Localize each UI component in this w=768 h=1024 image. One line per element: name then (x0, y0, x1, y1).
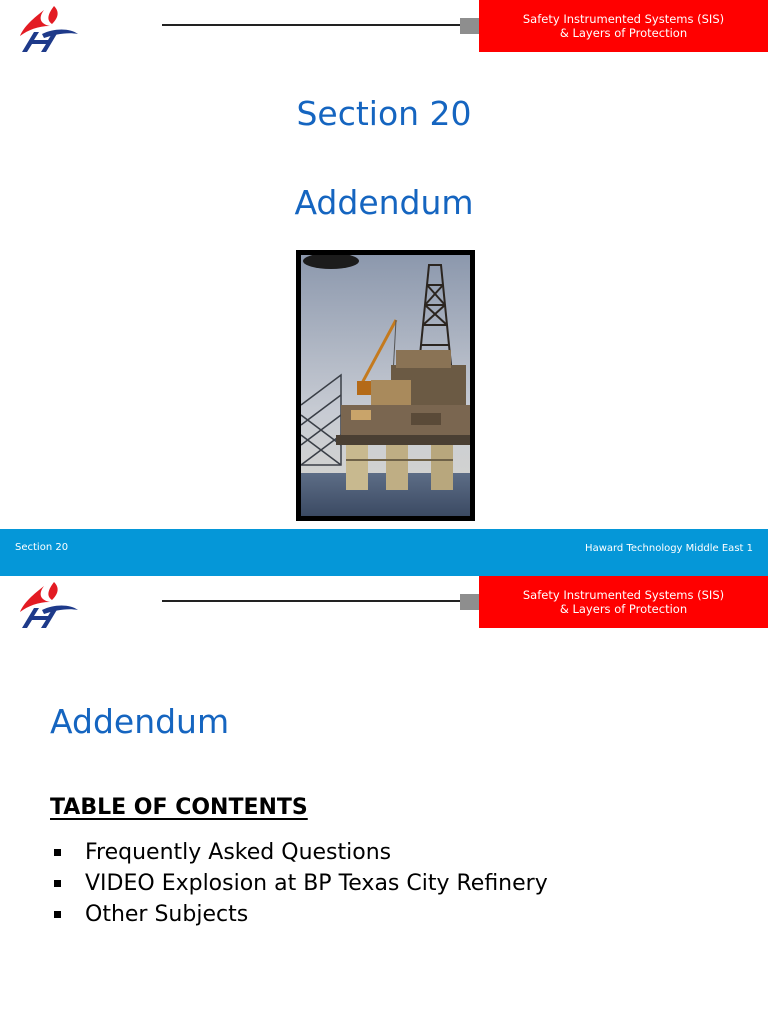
header-title-line-2: & Layers of Protection (559, 26, 688, 40)
toc-heading: TABLE OF CONTENTS (50, 795, 308, 820)
header-square-marker (460, 594, 480, 610)
header-title-line-1: Safety Instrumented Systems (SIS) (522, 588, 725, 602)
toc-item-label: Frequently Asked Questions (85, 840, 392, 865)
header-title-box (479, 576, 768, 628)
haward-logo-icon (14, 580, 82, 632)
square-bullet-icon (54, 880, 61, 887)
offshore-platform-photo (296, 250, 475, 521)
toc-list (50, 840, 548, 933)
haward-logo-icon (14, 4, 82, 56)
toc-item (50, 871, 548, 902)
header-title-line-1: Safety Instrumented Systems (SIS) (522, 12, 725, 26)
toc-item (50, 902, 548, 933)
footer-bar (0, 529, 768, 576)
square-bullet-icon (54, 849, 61, 856)
footer-section-label: Section 20 (15, 542, 69, 553)
slide-heading: Addendum (50, 702, 230, 741)
toc-item-label: Other Subjects (85, 902, 249, 927)
header-title-box (479, 0, 768, 52)
header-title-line-2: & Layers of Protection (559, 602, 688, 616)
toc-item-label: VIDEO Explosion at BP Texas City Refinery (85, 871, 548, 896)
toc-item (50, 840, 548, 871)
offshore-platform-image (301, 255, 470, 516)
header-divider (162, 24, 462, 26)
slide-2 (0, 576, 768, 1024)
footer-company-page: Haward Technology Middle East 1 (585, 543, 753, 554)
slide-title: Addendum (294, 183, 474, 222)
header-square-marker (460, 18, 480, 34)
square-bullet-icon (54, 911, 61, 918)
header-divider (162, 600, 462, 602)
section-label: Section 20 (296, 94, 472, 133)
